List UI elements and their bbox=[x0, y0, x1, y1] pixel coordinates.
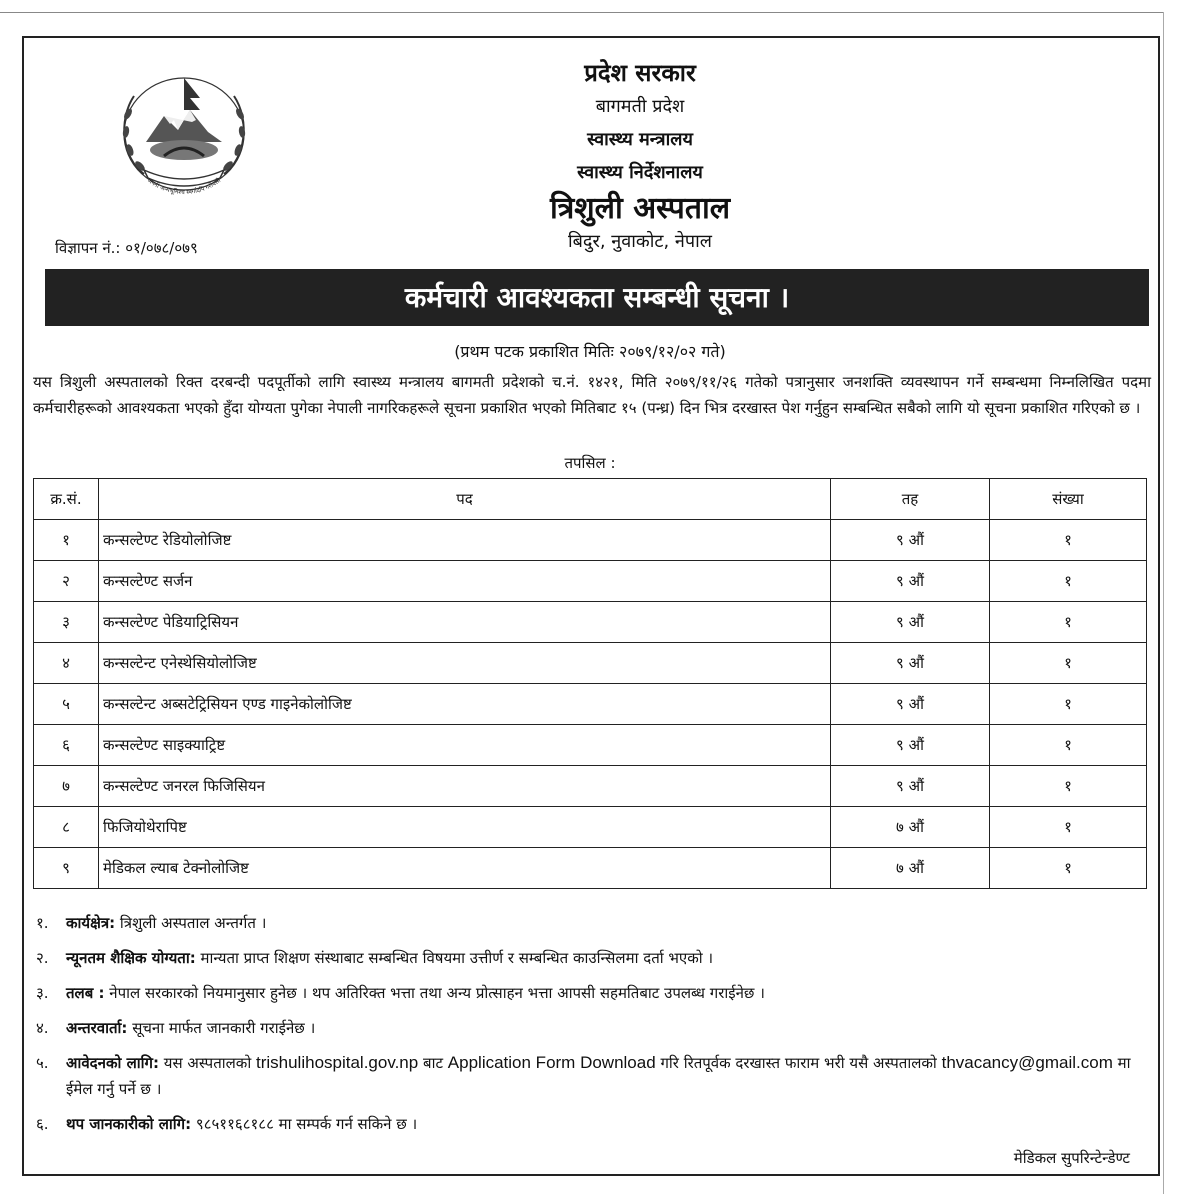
vacancy-table bbox=[33, 478, 1147, 889]
row-level: ९ औं bbox=[831, 725, 990, 766]
row-count: १ bbox=[990, 561, 1147, 602]
government-title: प्रदेश सरकार bbox=[584, 59, 696, 87]
note-number: ५. bbox=[36, 1054, 49, 1072]
province-name: बागमती प्रदेश bbox=[595, 96, 685, 117]
note-text: गरि रितपूर्वक दरखास्त फाराम भरी यसै अस्पतालको bbox=[660, 1054, 937, 1072]
table-row bbox=[34, 848, 1147, 889]
note-item-interview bbox=[36, 1015, 1152, 1041]
note-number: १. bbox=[36, 914, 49, 932]
notice-title-banner: कर्मचारी आवश्यकता सम्बन्धी सूचना । bbox=[45, 269, 1149, 326]
row-count: १ bbox=[990, 766, 1147, 807]
notes-list bbox=[36, 910, 1152, 1146]
row-sn: २ bbox=[34, 561, 99, 602]
note-label: अन्तरवार्ता: bbox=[66, 1019, 128, 1037]
note-label: आवेदनको लागि: bbox=[66, 1054, 159, 1072]
row-sn: ९ bbox=[34, 848, 99, 889]
table-row bbox=[34, 684, 1147, 725]
row-level: ७ औं bbox=[831, 807, 990, 848]
row-level: ७ औं bbox=[831, 848, 990, 889]
application-form-text: Application Form Download bbox=[447, 1053, 656, 1072]
website-link[interactable]: trishulihospital.gov.np bbox=[255, 1053, 419, 1072]
table-row bbox=[34, 643, 1147, 684]
row-post: कन्सल्टेण्ट सर्जन bbox=[99, 561, 831, 602]
page-edge-rule bbox=[1163, 12, 1164, 1194]
note-number: ४. bbox=[36, 1019, 49, 1037]
note-number: २. bbox=[36, 949, 49, 967]
table-row bbox=[34, 766, 1147, 807]
row-post: कन्सल्टेन्ट अब्सटेट्रिसियन एण्ड गाइनेकोलोजिष्ट bbox=[99, 684, 831, 725]
signature-title: मेडिकल सुपरिन्टेन्डेण्ट bbox=[1013, 1149, 1130, 1167]
row-post: कन्सल्टेण्ट साइक्याट्रिष्ट bbox=[99, 725, 831, 766]
row-count: १ bbox=[990, 643, 1147, 684]
table-row bbox=[34, 561, 1147, 602]
col-header-level: तह bbox=[831, 479, 990, 520]
row-level: ९ औं bbox=[831, 520, 990, 561]
note-text: सूचना मार्फत जानकारी गराईनेछ । bbox=[132, 1019, 316, 1037]
page-top-rule bbox=[0, 12, 1163, 13]
nepal-emblem-icon bbox=[104, 70, 264, 200]
note-text: नेपाल सरकारको नियमानुसार हुनेछ । थप अतिरिक्त भत्ता तथा अन्य प्रोत्साहन भत्ता आपसी सहमतिबाट उपलब्ध गराईनेछ । bbox=[109, 984, 765, 1002]
directorate-name: स्वास्थ्य निर्देशनालय bbox=[577, 162, 703, 183]
note-item-application bbox=[36, 1050, 1152, 1102]
advertisement-number: विज्ञापन नं.: ०१/०७८/०७९ bbox=[55, 239, 198, 257]
row-count: १ bbox=[990, 848, 1147, 889]
table-row bbox=[34, 520, 1147, 561]
note-text: मान्यता प्राप्त शिक्षण संस्थाबाट सम्बन्धित विषयमा उत्तीर्ण र सम्बन्धित काउन्सिलमा दर्ता भएको । bbox=[200, 949, 714, 967]
row-post: कन्सल्टेण्ट जनरल फिजिसियन bbox=[99, 766, 831, 807]
row-post: कन्सल्टेन्ट एनेस्थेसियोलोजिष्ट bbox=[99, 643, 831, 684]
row-count: १ bbox=[990, 684, 1147, 725]
table-caption: तपसिल : bbox=[564, 454, 616, 472]
col-header-sn: क्र.सं. bbox=[34, 479, 99, 520]
row-post: कन्सल्टेण्ट पेडियाट्रिसियन bbox=[99, 602, 831, 643]
col-header-count: संख्या bbox=[990, 479, 1147, 520]
row-sn: ८ bbox=[34, 807, 99, 848]
ministry-name: स्वास्थ्य मन्त्रालय bbox=[587, 129, 693, 150]
row-sn: ६ bbox=[34, 725, 99, 766]
row-level: ९ औं bbox=[831, 684, 990, 725]
intro-paragraph: यस त्रिशुली अस्पतालको रिक्त दरबन्दी पदपूर्तीको लागि स्वास्थ्य मन्त्रालय बागमती प्रदेशको च.नं. १४२१, मिति २०७९/११/२६ गतेको पत्रानुसार जनशक्ति व्यवस्थापन गर्ने सम्बन्धमा निम्नलिखित पदमा कर्मचारीहरूको आवश्यकता भएको हुँदा योग्यता पुगेका नेपाली नागरिकहरूले सूचना प्रकाशित भएको मितिबाट १५ (पन्ध्र) दिन भित्र दरखास्त पेश गर्नुहुन सम्बन्धित सबैको लागि यो सूचना प्रकाशित गरिएको छ । bbox=[33, 373, 1151, 417]
table-header-row bbox=[34, 479, 1147, 520]
row-count: १ bbox=[990, 602, 1147, 643]
table-row bbox=[34, 602, 1147, 643]
row-level: ९ औं bbox=[831, 561, 990, 602]
row-level: ९ औं bbox=[831, 766, 990, 807]
note-text: त्रिशुली अस्पताल अन्तर्गत । bbox=[119, 914, 267, 932]
svg-text:जननी जन्मभूमिश्च स्वर्गादपि गर: जननी जन्मभूमिश्च स्वर्गादपि गरीयसी bbox=[145, 177, 223, 197]
email-link[interactable]: thvacancy@gmail.com bbox=[941, 1053, 1113, 1072]
hospital-name: त्रिशुली अस्पताल bbox=[549, 191, 731, 226]
row-count: १ bbox=[990, 725, 1147, 766]
row-sn: ५ bbox=[34, 684, 99, 725]
note-text: बाट bbox=[423, 1054, 444, 1072]
note-number: ६. bbox=[36, 1115, 49, 1133]
hospital-address: बिदुर, नुवाकोट, नेपाल bbox=[567, 231, 713, 252]
note-text: मा ईमेल गर्नु पर्ने छ । bbox=[66, 1054, 1131, 1098]
row-sn: ३ bbox=[34, 602, 99, 643]
row-level: ९ औं bbox=[831, 602, 990, 643]
row-sn: ४ bbox=[34, 643, 99, 684]
note-item-contact bbox=[36, 1111, 1152, 1137]
note-item-qualification bbox=[36, 945, 1152, 971]
note-label: न्यूनतम शैक्षिक योग्यता: bbox=[66, 949, 196, 967]
table-row bbox=[34, 725, 1147, 766]
note-number: ३. bbox=[36, 984, 49, 1002]
note-text: ९८५११६८१८८ मा सम्पर्क गर्न सकिने छ । bbox=[195, 1115, 418, 1133]
row-sn: १ bbox=[34, 520, 99, 561]
row-sn: ७ bbox=[34, 766, 99, 807]
note-label: कार्यक्षेत्र: bbox=[66, 914, 116, 932]
row-post: कन्सल्टेण्ट रेडियोलोजिष्ट bbox=[99, 520, 831, 561]
row-post: मेडिकल ल्याब टेक्नोलोजिष्ट bbox=[99, 848, 831, 889]
row-count: १ bbox=[990, 520, 1147, 561]
col-header-post: पद bbox=[99, 479, 831, 520]
row-count: १ bbox=[990, 807, 1147, 848]
table-row bbox=[34, 807, 1147, 848]
note-item-salary bbox=[36, 980, 1152, 1006]
row-post: फिजियोथेरापिष्ट bbox=[99, 807, 831, 848]
note-item-work-area bbox=[36, 910, 1152, 936]
note-label: तलब : bbox=[66, 984, 105, 1002]
note-text: यस अस्पतालको bbox=[163, 1054, 252, 1072]
note-label: थप जानकारीको लागि: bbox=[66, 1115, 192, 1133]
row-level: ९ औं bbox=[831, 643, 990, 684]
published-date: (प्रथम पटक प्रकाशित मितिः २०७९/१२/०२ गते) bbox=[454, 342, 726, 361]
